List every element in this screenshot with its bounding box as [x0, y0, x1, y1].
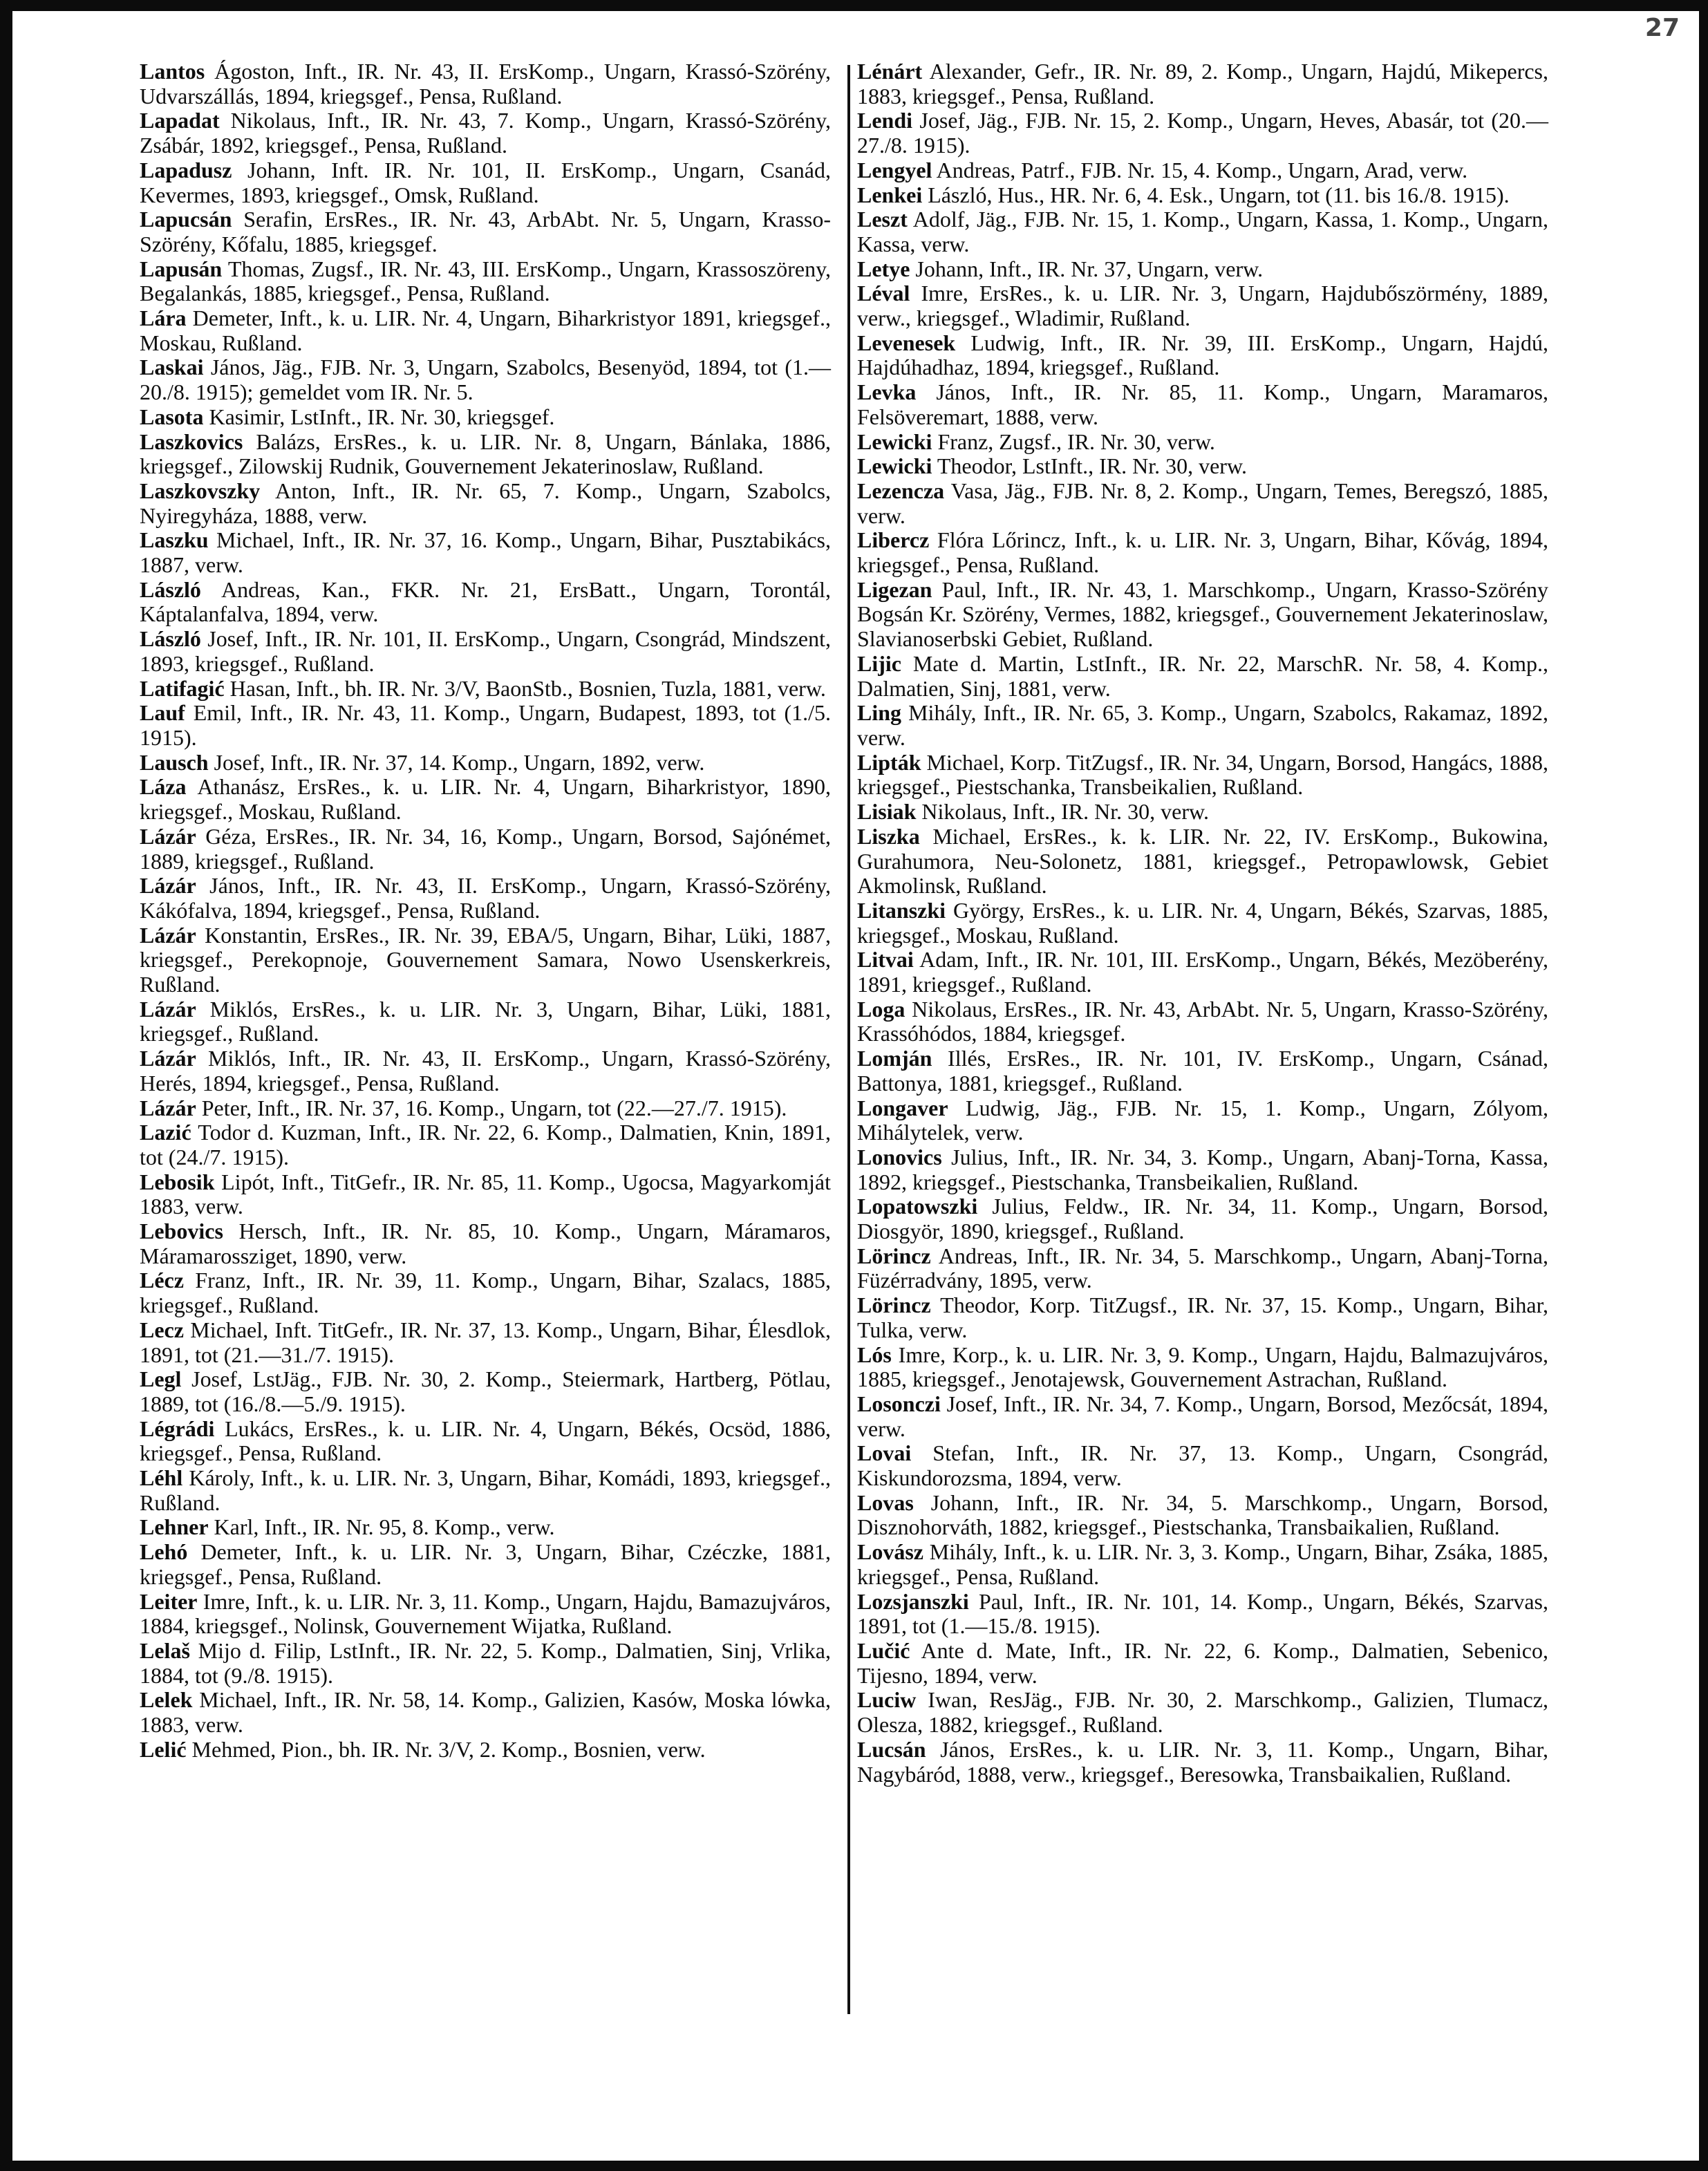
entry-surname: Lonovics	[857, 1144, 942, 1169]
entry-surname: Lörincz	[857, 1243, 931, 1268]
entry-details: Athanász, ErsRes., k. u. LIR. Nr. 4, Ungarn, Biharkristyor, 1890, kriegsgef., Moskau, Rußland.	[140, 774, 831, 825]
entry-details: Iwan, ResJäg., FJB. Nr. 30, 2. Marschkomp., Galizien, Tlumacz, Olesza, 1882, kriegsgef., Rußland.	[857, 1687, 1549, 1738]
entry-surname: Lijic	[857, 650, 901, 676]
list-entry	[140, 1120, 831, 1169]
entry-details: Anton, Inft., IR. Nr. 65, 7. Komp., Ungarn, Szabolcs, Nyiregyháza, 1888, verw.	[140, 478, 832, 528]
entry-details: László, Hus., HR. Nr. 6, 4. Esk., Ungarn, tot (11. bis 16./8. 1915).	[928, 182, 1510, 207]
entry-surname: Lozsjanszki	[857, 1588, 969, 1614]
entry-surname: Losonczi	[857, 1391, 941, 1416]
entry-details: Alexander, Gefr., IR. Nr. 89, 2. Komp., Ungarn, Hajdú, Mikepercs, 1883, kriegsgef., Pensa, Rußland.	[857, 59, 1549, 109]
entry-surname: Lausch	[140, 749, 209, 775]
entry-details: Ludwig, Inft., IR. Nr. 39, III. ErsKomp., Ungarn, Hajdú, Hajdúhadhaz, 1894, kriegsgef., Rußland.	[857, 330, 1549, 380]
entry-details: Nikolaus, ErsRes., IR. Nr. 43, ArbAbt. Nr. 5, Ungarn, Krasso-Szörény, Krassóhódos, 1884, kriegsgef.	[857, 996, 1549, 1046]
list-entry	[140, 825, 831, 874]
entry-surname: Lapadat	[140, 108, 220, 133]
entry-details: Michael, Inft., IR. Nr. 58, 14. Komp., Galizien, Kasów, Moska lówka, 1883, verw.	[140, 1687, 832, 1738]
entry-surname: Leszt	[857, 207, 908, 232]
entry-surname: Lenkei	[857, 182, 923, 207]
list-entry	[857, 800, 1548, 825]
list-entry	[140, 158, 831, 207]
entry-details: Nikolaus, Inft., IR. Nr. 43, 7. Komp., Ungarn, Krassó-Szörény, Zsábár, 1892, kriegsgef., Pensa, Rußland.	[140, 108, 832, 158]
entry-surname: Lázár	[140, 1046, 196, 1071]
entry-surname: Lendi	[857, 108, 913, 133]
list-entry	[857, 1639, 1548, 1688]
entry-details: Josef, Inft., IR. Nr. 34, 7. Komp., Ungarn, Borsod, Mezőcsát, 1894, verw.	[857, 1391, 1549, 1441]
list-entry	[140, 1466, 831, 1515]
column-divider	[847, 65, 850, 2014]
list-entry	[140, 59, 831, 109]
list-entry	[857, 1688, 1548, 1737]
entry-surname: Laszku	[140, 527, 209, 553]
entry-surname: Légrádi	[140, 1416, 215, 1441]
list-entry	[857, 331, 1548, 380]
entry-details: Demeter, Inft., k. u. LIR. Nr. 3, Ungarn, Bihar, Czéczke, 1881, kriegsgef., Pensa, Rußland.	[140, 1539, 832, 1589]
entry-details: Theodor, Korp. TitZugsf., IR. Nr. 37, 15. Komp., Ungarn, Bihar, Tulka, verw.	[857, 1293, 1549, 1342]
list-entry	[857, 1343, 1548, 1392]
list-entry	[140, 479, 831, 528]
entry-surname: Ligezan	[857, 576, 932, 602]
list-entry	[857, 430, 1548, 455]
list-entry	[857, 183, 1548, 208]
entry-details: Ágoston, Inft., IR. Nr. 43, II. ErsKomp., Ungarn, Krassó-Szörény, Udvarszállás, 1894, kriegsgef., Pensa, Rußland.	[140, 59, 832, 109]
entry-surname: Litvai	[857, 947, 914, 972]
list-entry	[857, 1590, 1548, 1639]
list-entry	[857, 380, 1548, 429]
list-entry	[857, 825, 1548, 899]
entry-surname: Léval	[857, 281, 910, 306]
entry-surname: Lantos	[140, 59, 205, 84]
entry-details: Imre, Korp., k. u. LIR. Nr. 3, 9. Komp., Ungarn, Hajdu, Balmazujváros, 1885, kriegsgef., Jenotajewsk, Gouvernement Astrachan, Rußland.	[857, 1342, 1549, 1392]
entry-surname: Lisiak	[857, 799, 917, 825]
entry-surname: Laszkovics	[140, 429, 243, 454]
entry-details: Ante d. Mate, Inft., IR. Nr. 22, 6. Komp., Dalmatien, Sebenico, Tijesno, 1894, verw.	[857, 1638, 1549, 1688]
entry-surname: Lelaš	[140, 1638, 190, 1663]
list-entry	[140, 1540, 831, 1589]
entry-surname: Lasota	[140, 404, 204, 429]
entry-details: Josef, Inft., IR. Nr. 37, 14. Komp., Ungarn, 1892, verw.	[214, 749, 705, 775]
entry-details: Lukács, ErsRes., k. u. LIR. Nr. 4, Ungarn, Békés, Ocsöd, 1886, kriegsgef., Pensa, Rußland.	[140, 1416, 832, 1466]
list-entry	[140, 405, 831, 430]
list-entry	[857, 479, 1548, 528]
entry-details: Demeter, Inft., k. u. LIR. Nr. 4, Ungarn, Biharkristyor 1891, kriegsgef., Moskau, Rußland.	[140, 306, 832, 355]
list-entry	[140, 1367, 831, 1416]
entry-details: Michael, Inft. TitGefr., IR. Nr. 37, 13. Komp., Ungarn, Bihar, Élesdlok, 1891, tot (21.—31./7. 1915).	[140, 1317, 832, 1367]
entry-surname: Lelić	[140, 1736, 187, 1762]
entry-details: Imre, Inft., k. u. LIR. Nr. 3, 11. Komp., Ungarn, Hajdu, Bamazujváros, 1884, kriegsgef., Nolinsk, Gouvernement Wijatka, Rußland.	[140, 1588, 832, 1639]
entry-surname: Lázár	[140, 996, 196, 1022]
entry-details: Adolf, Jäg., FJB. Nr. 15, 1. Komp., Ungarn, Kassa, 1. Komp., Ungarn, Kassa, verw.	[857, 207, 1549, 256]
entry-details: Andreas, Kan., FKR. Nr. 21, ErsBatt., Ungarn, Torontál, Káptalanfalva, 1894, verw.	[140, 576, 832, 627]
entry-surname: Lécz	[140, 1268, 184, 1293]
list-entry	[857, 1540, 1548, 1589]
list-entry	[140, 1318, 831, 1367]
list-entry	[857, 1145, 1548, 1194]
list-entry	[140, 578, 831, 627]
entry-surname: Lovas	[857, 1489, 914, 1515]
entry-surname: László	[140, 626, 201, 652]
right-column	[857, 59, 1548, 1787]
entry-surname: Lázár	[140, 873, 196, 899]
entry-surname: Ling	[857, 700, 902, 726]
entry-details: Mehmed, Pion., bh. IR. Nr. 3/V, 2. Komp., Bosnien, verw.	[191, 1736, 706, 1762]
list-entry	[140, 1515, 831, 1540]
list-entry	[140, 1417, 831, 1466]
list-entry	[857, 751, 1548, 800]
entry-details: Josef, Jäg., FJB. Nr. 15, 2. Komp., Ungarn, Heves, Abasár, tot (20.—27./8. 1915).	[857, 108, 1549, 158]
list-entry	[857, 207, 1548, 256]
entry-surname: Lénárt	[857, 59, 923, 84]
entry-details: Peter, Inft., IR. Nr. 37, 16. Komp., Ungarn, tot (22.—27./7. 1915).	[201, 1095, 787, 1120]
entry-details: János, Inft., IR. Nr. 85, 11. Komp., Ungarn, Maramaros, Felsöveremart, 1888, verw.	[857, 379, 1549, 429]
entry-details: Josef, LstJäg., FJB. Nr. 30, 2. Komp., Steiermark, Hartberg, Pötlau, 1889, tot (16./8.—5./9. 1915).	[140, 1366, 831, 1416]
list-entry	[857, 1293, 1548, 1342]
entry-surname: Lehó	[140, 1539, 188, 1565]
entry-surname: Levenesek	[857, 330, 956, 355]
list-entry	[140, 874, 831, 923]
entry-details: János, Inft., IR. Nr. 43, II. ErsKomp., Ungarn, Krassó-Szörény, Kákófalva, 1894, kriegsgef., Pensa, Rußland.	[140, 873, 832, 923]
entry-surname: Léhl	[140, 1465, 183, 1491]
list-entry	[857, 454, 1548, 479]
entry-details: György, ErsRes., k. u. LIR. Nr. 4, Ungarn, Békés, Szarvas, 1885, kriegsgef., Moskau, Rußland.	[857, 897, 1549, 948]
entry-details: Mihály, Inft., k. u. LIR. Nr. 3, 3. Komp., Ungarn, Bihar, Zsáka, 1885, kriegsgef., Pensa, Rußland.	[857, 1539, 1549, 1589]
entry-details: Andreas, Patrf., FJB. Nr. 15, 4. Komp., Ungarn, Arad, verw.	[936, 157, 1468, 182]
entry-details: Julius, Feldw., IR. Nr. 34, 11. Komp., Ungarn, Borsod, Diosgyör, 1890, kriegsgef., Rußland.	[857, 1194, 1549, 1244]
entry-details: Johann, Inft. IR. Nr. 101, II. ErsKomp., Ungarn, Csanád, Kevermes, 1893, kriegsgef., Omsk, Rußland.	[140, 157, 832, 207]
entry-surname: Libercz	[857, 527, 930, 553]
list-entry	[140, 1096, 831, 1121]
list-entry	[857, 701, 1548, 750]
list-entry	[857, 948, 1548, 997]
entry-details: Theodor, LstInft., IR. Nr. 30, verw.	[937, 453, 1247, 479]
entry-details: Flóra Lőrincz, Inft., k. u. LIR. Nr. 3, Ungarn, Bihar, Kővág, 1894, kriegsgef., Pensa, Rußland.	[857, 527, 1549, 578]
list-entry	[140, 257, 831, 306]
entry-details: Miklós, Inft., IR. Nr. 43, II. ErsKomp., Ungarn, Krassó-Szörény, Herés, 1894, kriegsgef., Pensa, Rußland.	[140, 1046, 831, 1096]
entry-details: Johann, Inft., IR. Nr. 37, Ungarn, verw.	[915, 256, 1264, 281]
entry-details: Géza, ErsRes., IR. Nr. 34, 16, Komp., Ungarn, Borsod, Sajónémet, 1889, kriegsgef., Rußland.	[140, 823, 831, 874]
list-entry	[857, 1244, 1548, 1293]
entry-details: Mihály, Inft., IR. Nr. 65, 3. Komp., Ungarn, Szabolcs, Rakamaz, 1892, verw.	[857, 700, 1549, 750]
list-entry	[140, 528, 831, 577]
entry-surname: Lovai	[857, 1440, 912, 1466]
document-page	[12, 11, 1699, 2161]
entry-surname: Lipták	[857, 749, 921, 775]
entry-surname: Lapucsán	[140, 207, 232, 232]
list-entry	[140, 1688, 831, 1737]
entry-surname: Lovász	[857, 1539, 923, 1565]
list-entry	[857, 281, 1548, 330]
entry-surname: Lopatowszki	[857, 1194, 978, 1219]
entry-surname: Lázár	[140, 922, 196, 948]
entry-details: Kasimir, LstInft., IR. Nr. 30, kriegsgef.	[209, 404, 555, 429]
list-entry	[140, 1639, 831, 1688]
list-entry	[140, 1738, 831, 1763]
list-entry	[140, 207, 831, 256]
list-entry	[140, 306, 831, 355]
list-entry	[857, 652, 1548, 701]
entry-surname: Lengyel	[857, 157, 932, 182]
list-entry	[140, 1590, 831, 1639]
entry-details: Karl, Inft., IR. Nr. 95, 8. Komp., verw.	[214, 1514, 555, 1540]
entry-surname: Lára	[140, 306, 187, 331]
entry-details: Emil, Inft., IR. Nr. 43, 11. Komp., Ungarn, Budapest, 1893, tot (1./5. 1915).	[140, 700, 832, 750]
entry-details: Josef, Inft., IR. Nr. 101, II. ErsKomp., Ungarn, Csongrád, Mindszent, 1893, kriegsgef., Rußland.	[140, 626, 832, 676]
entry-surname: Lucsán	[857, 1736, 926, 1762]
list-entry	[140, 997, 831, 1046]
entry-details: Thomas, Zugsf., IR. Nr. 43, III. ErsKomp., Ungarn, Krassoszöreny, Begalankás, 1885, kriegsgef., Pensa, Rußland.	[140, 256, 832, 306]
entry-details: Johann, Inft., IR. Nr. 34, 5. Marschkomp., Ungarn, Borsod, Disznohorváth, 1882, kriegsgef., Piestschanka, Transbaikalien, Rußland.	[857, 1489, 1549, 1540]
entry-details: Andreas, Inft., IR. Nr. 34, 5. Marschkomp., Ungarn, Abanj-Torna, Füzérradvány, 1895, verw.	[857, 1243, 1549, 1293]
entry-surname: Litanszki	[857, 897, 946, 923]
entry-surname: Lehner	[140, 1514, 209, 1540]
entry-surname: Lebosik	[140, 1169, 215, 1194]
entry-details: Mijo d. Filip, LstInft., IR. Nr. 22, 5. Komp., Dalmatien, Sinj, Vrlika, 1884, tot (9./8. 1915).	[140, 1638, 832, 1688]
list-entry	[140, 1219, 831, 1268]
entry-details: Imre, ErsRes., k. u. LIR. Nr. 3, Ungarn, Hajdubőszörmény, 1889, verw., kriegsgef., Wladimir, Rußland.	[857, 281, 1549, 331]
list-entry	[140, 627, 831, 676]
entry-surname: Leiter	[140, 1588, 198, 1614]
list-entry	[857, 1046, 1548, 1096]
entry-surname: Lörincz	[857, 1293, 931, 1318]
list-entry	[140, 1268, 831, 1317]
entry-details: Balázs, ErsRes., k. u. LIR. Nr. 8, Ungarn, Bánlaka, 1886, kriegsgef., Zilowskij Rudnik, Gouvernement Jekaterinoslaw, Rußland.	[140, 429, 832, 479]
page-number: 27	[1644, 14, 1680, 42]
entry-surname: László	[140, 576, 201, 602]
list-entry	[140, 701, 831, 750]
list-entry	[857, 528, 1548, 577]
entry-details: Todor d. Kuzman, Inft., IR. Nr. 22, 6. Komp., Dalmatien, Knin, 1891, tot (24./7. 1915).	[140, 1120, 832, 1169]
entry-details: Adam, Inft., IR. Nr. 101, III. ErsKomp., Ungarn, Békés, Mezöberény, 1891, kriegsgef., Rußland.	[857, 947, 1548, 997]
entry-details: Stefan, Inft., IR. Nr. 37, 13. Komp., Ungarn, Csongrád, Kiskundorozsma, 1894, verw.	[857, 1440, 1549, 1491]
entry-surname: Lázár	[140, 1095, 196, 1120]
entry-surname: Lučić	[857, 1638, 910, 1663]
entry-surname: Lós	[857, 1342, 892, 1367]
entry-details: Miklós, ErsRes., k. u. LIR. Nr. 3, Ungarn, Bihar, Lüki, 1881, kriegsgef., Rußland.	[140, 996, 831, 1046]
entry-surname: Lomján	[857, 1046, 932, 1071]
entry-surname: Levka	[857, 379, 917, 405]
list-entry	[857, 1392, 1548, 1441]
list-entry	[140, 751, 831, 776]
list-entry	[140, 1170, 831, 1219]
list-entry	[857, 109, 1548, 158]
entry-surname: Lelek	[140, 1687, 193, 1713]
entry-details: János, ErsRes., k. u. LIR. Nr. 3, 11. Komp., Ungarn, Bihar, Nagybáród, 1888, verw., kriegsgef., Beresowka, Transbaikalien, Rußland.	[857, 1736, 1549, 1787]
list-entry	[857, 1441, 1548, 1490]
entry-details: János, Jäg., FJB. Nr. 3, Ungarn, Szabolcs, Besenyöd, 1894, tot (1.—20./8. 1915); gemeldet vom IR. Nr. 5.	[140, 355, 832, 405]
entry-details: Ludwig, Jäg., FJB. Nr. 15, 1. Komp., Ungarn, Zólyom, Mihálytelek, verw.	[857, 1095, 1548, 1145]
entry-surname: Letye	[857, 256, 910, 281]
list-entry	[857, 578, 1548, 652]
entry-surname: Longaver	[857, 1095, 948, 1120]
entry-surname: Lewicki	[857, 453, 932, 479]
entry-surname: Latifagić	[140, 675, 225, 701]
entry-details: Károly, Inft., k. u. LIR. Nr. 3, Ungarn, Bihar, Komádi, 1893, kriegsgef., Rußland.	[140, 1465, 832, 1515]
entry-surname: Lapusán	[140, 256, 223, 281]
entry-surname: Loga	[857, 996, 905, 1022]
list-entry	[857, 59, 1548, 109]
list-entry	[857, 257, 1548, 282]
list-entry	[140, 677, 831, 702]
entry-surname: Láza	[140, 774, 187, 800]
entry-details: Nikolaus, Inft., IR. Nr. 30, verw.	[921, 799, 1210, 825]
entry-details: Hasan, Inft., bh. IR. Nr. 3/V, BaonStb., Bosnien, Tuzla, 1881, verw.	[229, 675, 826, 701]
list-entry	[140, 923, 831, 997]
entry-surname: Laskai	[140, 355, 204, 380]
list-entry	[857, 997, 1548, 1046]
list-entry	[140, 109, 831, 158]
list-entry	[857, 158, 1548, 183]
list-entry	[140, 1046, 831, 1096]
list-entry	[857, 899, 1548, 948]
entry-surname: Lapadusz	[140, 157, 232, 182]
entry-surname: Laszkovszky	[140, 478, 261, 503]
entry-details: Illés, ErsRes., IR. Nr. 101, IV. ErsKomp., Ungarn, Csánad, Battonya, 1881, kriegsgef., Rußland.	[857, 1046, 1549, 1096]
entry-details: Franz, Inft., IR. Nr. 39, 11. Komp., Ungarn, Bihar, Szalacs, 1885, kriegsgef., Rußland.	[140, 1268, 832, 1318]
list-entry	[140, 355, 831, 404]
entry-details: Paul, Inft., IR. Nr. 101, 14. Komp., Ungarn, Békés, Szarvas, 1891, tot (1.—15./8. 1915).	[857, 1588, 1549, 1639]
list-entry	[857, 1738, 1548, 1787]
entry-surname: Liszka	[857, 823, 920, 849]
entry-surname: Legl	[140, 1366, 182, 1392]
entry-surname: Luciw	[857, 1687, 917, 1713]
list-entry	[857, 1096, 1548, 1145]
list-entry	[140, 775, 831, 824]
entry-details: Serafin, ErsRes., IR. Nr. 43, ArbAbt. Nr. 5, Ungarn, Krasso-Szörény, Kőfalu, 1885, kriegsgef.	[140, 207, 832, 256]
entry-surname: Lauf	[140, 700, 185, 726]
entry-details: Michael, Inft., IR. Nr. 37, 16. Komp., Ungarn, Bihar, Pusztabikács, 1887, verw.	[140, 527, 832, 578]
left-column	[140, 59, 831, 1763]
entry-surname: Lezencza	[857, 478, 945, 503]
entry-details: Michael, Korp. TitZugsf., IR. Nr. 34, Ungarn, Borsod, Hangács, 1888, kriegsgef., Piestschanka, Transbeikalien, Rußland.	[857, 749, 1549, 800]
entry-details: Mate d. Martin, LstInft., IR. Nr. 22, MarschR. Nr. 58, 4. Komp., Dalmatien, Sinj, 1881, verw.	[857, 650, 1549, 701]
entry-details: Julius, Inft., IR. Nr. 34, 3. Komp., Ungarn, Abanj-Torna, Kassa, 1892, kriegsgef., Piestschanka, Transbeikalien, Rußland.	[857, 1144, 1549, 1194]
entry-surname: Lecz	[140, 1317, 184, 1342]
entry-details: Paul, Inft., IR. Nr. 43, 1. Marschkomp., Ungarn, Krasso-Szörény Bogsán Kr. Szörény, Vermes, 1882, kriegsgef., Gouvernement Jekaterinoslaw, Slavianoserbski Gebiet, Rußland.	[857, 576, 1549, 652]
entry-surname: Lazić	[140, 1120, 191, 1145]
list-entry	[857, 1491, 1548, 1540]
entry-details: Lipót, Inft., TitGefr., IR. Nr. 85, 11. Komp., Ugocsa, Magyarkomját 1883, verw.	[140, 1169, 832, 1219]
entry-details: Hersch, Inft., IR. Nr. 85, 10. Komp., Ungarn, Máramaros, Máramarossziget, 1890, verw.	[140, 1219, 832, 1268]
entry-details: Michael, ErsRes., k. k. LIR. Nr. 22, IV. ErsKomp., Bukowina, Gurahumora, Neu-Solonetz, 1881, kriegsgef., Petropawlowsk, Gebiet Akmolinsk, Rußland.	[857, 823, 1549, 899]
entry-surname: Lewicki	[857, 429, 932, 454]
entry-details: Vasa, Jäg., FJB. Nr. 8, 2. Komp., Ungarn, Temes, Beregszó, 1885, verw.	[857, 478, 1549, 528]
list-entry	[857, 1194, 1548, 1243]
entry-details: Franz, Zugsf., IR. Nr. 30, verw.	[937, 429, 1215, 454]
entry-details: Konstantin, ErsRes., IR. Nr. 39, EBA/5, Ungarn, Bihar, Lüki, 1887, kriegsgef., Perekopnoje, Gouvernement Samara, Nowo Usenskerkreis, Rußland.	[140, 922, 832, 997]
entry-surname: Lebovics	[140, 1219, 223, 1244]
entry-surname: Lázár	[140, 823, 196, 849]
list-entry	[140, 430, 831, 479]
